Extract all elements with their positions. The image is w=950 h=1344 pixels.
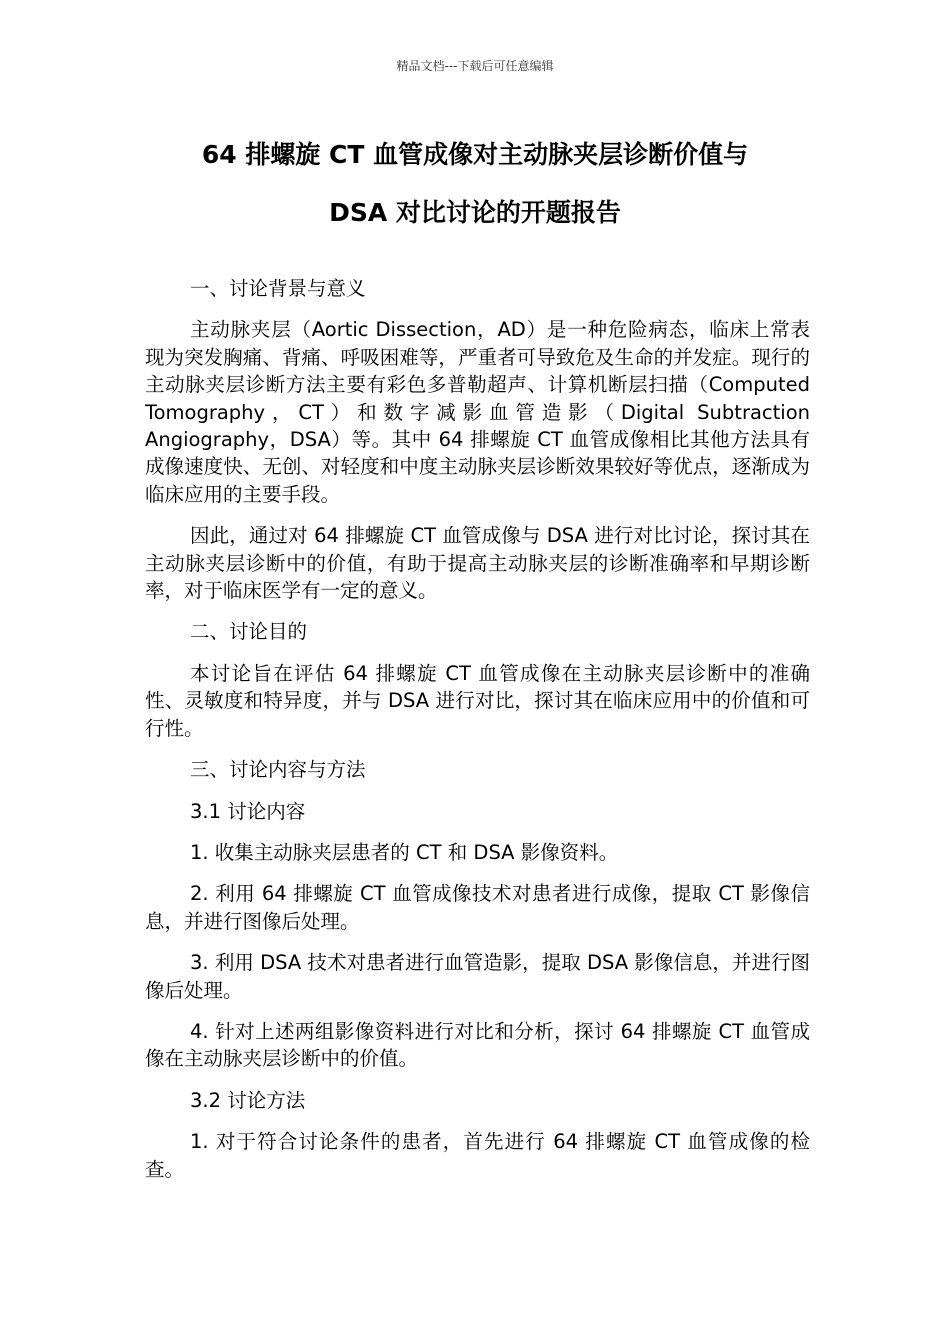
section-heading-background: 一、讨论背景与意义 — [190, 277, 366, 300]
list-item-content-2: 2. 利用 64 排螺旋 CT 血管成像技术对患者进行成像，提取 CT 影像信息，并进行图像后处理。 — [145, 882, 810, 933]
section-heading-content-methods: 三、讨论内容与方法 — [190, 758, 366, 782]
paragraph-objective: 本讨论旨在评估 64 排螺旋 CT 血管成像在主动脉夹层诊断中的准确性、灵敏度和特异度，并与 DSA 进行对比，探讨其在临床应用中的价值和可行性。 — [145, 661, 810, 740]
list-item-content-3: 3. 利用 DSA 技术对患者进行血管造影，提取 DSA 影像信息，并进行图像后处理。 — [145, 951, 810, 1002]
document-title-line-1: 64 排螺旋 CT 血管成像对主动脉夹层诊断价值与 — [201, 140, 749, 169]
header-note: 精品文档---下载后可任意编辑 — [396, 59, 554, 73]
list-item-content-1: 1. 收集主动脉夹层患者的 CT 和 DSA 影像资料。 — [190, 840, 619, 864]
paragraph-significance: 因此，通过对 64 排螺旋 CT 血管成像与 DSA 进行对比讨论，探讨其在主动脉夹层诊断中的价值，有助于提高主动脉夹层的诊断准确率和早期诊断率，对于临床医学有一定的意义。 — [145, 524, 810, 603]
subsection-heading-content: 3.1 讨论内容 — [190, 799, 306, 823]
section-heading-objective: 二、讨论目的 — [190, 620, 308, 644]
subsection-heading-methods: 3.2 讨论方法 — [190, 1088, 306, 1112]
document-title-line-2: DSA 对比讨论的开题报告 — [329, 198, 621, 227]
list-item-methods-1: 1. 对于符合讨论条件的患者，首先进行 64 排螺旋 CT 血管成像的检查。 — [145, 1130, 810, 1181]
list-item-content-4: 4. 针对上述两组影像资料进行对比和分析，探讨 64 排螺旋 CT 血管成像在主动脉夹层诊断中的价值。 — [145, 1019, 810, 1071]
paragraph-background: 主动脉夹层（Aortic Dissection，AD）是一种危险病态，临床上常表现为突发胸痛、背痛、呼吸困难等，严重者可导致危及生命的并发症。现行的主动脉夹层诊断方法主要有彩色多普勒超声、计算机断层扫描（Computed Tomography，CT）和数字减影血管造影（Digital Subtraction Angiography，DSA）等。其中 64 排螺旋 CT 血管成像相比其他方法具有成像速度快、无创、对轻度和中度主动脉夹层诊断效果较好等优点，逐渐成为临床应用的主要手段。 — [145, 318, 810, 506]
document-body — [145, 275, 810, 1197]
